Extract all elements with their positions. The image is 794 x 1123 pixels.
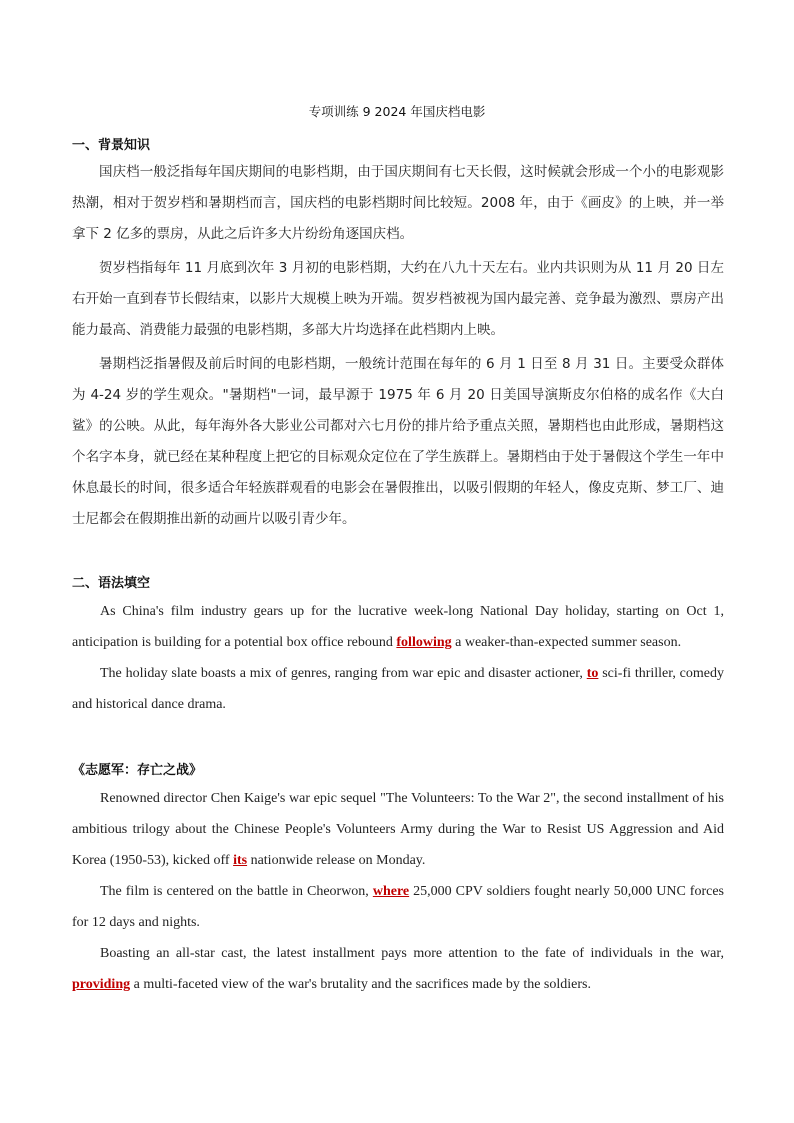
background-paragraph-new-year: 贺岁档指每年 11 月底到次年 3 月初的电影档期，大约在八九十天左右。业内共识则为从 11 月 20 日左右开始一直到春节长假结束，以影片大规模上映为开端。贺岁档被视为国内最完善、竞争最为激烈、票房产出能力最高、消费能力最强的电影档期，多部大片均选择在此档期内上映。 <box>72 260 724 338</box>
background-paragraph-national-day: 国庆档一般泛指每年国庆期间的电影档期，由于国庆期间有七天长假，这时候就会形成一个小的电影观影热潮，相对于贺岁档和暑期档而言，国庆档的电影档期时间比较短。2008 年，由于《画皮》的上映，并一举拿下 2 亿多的票房，从此之后许多大片纷纷角逐国庆档。 <box>72 164 724 242</box>
section-heading-grammar: 二、语法填空 <box>72 576 151 591</box>
answer-blank-providing: providing <box>72 977 131 992</box>
document-title: 专项训练 9 2024 年国庆档电影 <box>308 104 486 119</box>
text-after: nationwide release on Monday. <box>247 853 426 868</box>
grammar-paragraph-1 <box>72 596 724 658</box>
answer-blank-its: its <box>233 853 248 868</box>
text-after: sci-fi thriller, comedy and historical dance drama. <box>72 666 724 712</box>
answer-blank-following: following <box>396 635 452 650</box>
text-before: As China's film industry gears up for the lucrative week-long National Day holiday, starting on Oct 1, anticipation is building for a potential box office rebound <box>72 604 724 650</box>
background-paragraph-summer: 暑期档泛指暑假及前后时间的电影档期，一般统计范围在每年的 6 月 1 日至 8 月 31 日。主要受众群体为 4-24 岁的学生观众。"暑期档"一词，最早源于 1975 年 6 月 20 日美国导演斯皮尔伯格的成名作《大白鲨》的公映。从此，每年海外各大影业公司都对六七月份的排片给予重点关照，暑期档也由此形成，暑期档这个名字本身，就已经在某种程度上把它的目标观众定位在了学生族群上。暑期档由于处于暑假这个学生一年中休息最长的时间，很多适合年轻族群观看的电影会在暑假推出，以吸引假期的年轻人，像皮克斯、梦工厂、迪士尼都会在假期推出新的动画片以吸引青少年。 <box>72 356 724 527</box>
answer-blank-where: where <box>372 884 410 899</box>
grammar-paragraph-5 <box>72 938 724 1000</box>
grammar-paragraph-3 <box>72 783 724 876</box>
section-heading-background: 一、背景知识 <box>72 138 151 153</box>
grammar-paragraph-2 <box>72 658 724 720</box>
text-after: a weaker-than-expected summer season. <box>451 635 682 650</box>
text-before: Renowned director Chen Kaige's war epic sequel "The Volunteers: To the War 2", the second installment of his ambitious trilogy about the Chinese People's Volunteers Army during the War to Resist US Aggression and Aid Korea (1950-53), kicked off <box>72 791 724 868</box>
grammar-paragraph-4 <box>72 876 724 938</box>
text-after: a multi-faceted view of the war's brutality and the sacrifices made by the soldiers. <box>130 977 591 992</box>
answer-blank-to: to <box>586 666 599 681</box>
film-title: 《志愿军：存亡之战》 <box>72 763 203 778</box>
text-before: Boasting an all-star cast, the latest installment pays more attention to the fate of individuals in the war, <box>100 946 724 961</box>
text-after: 25,000 CPV soldiers fought nearly 50,000 UNC forces for 12 days and nights. <box>72 884 724 930</box>
text-before: The film is centered on the battle in Cheorwon, <box>100 884 373 899</box>
text-before: The holiday slate boasts a mix of genres, ranging from war epic and disaster actioner, <box>100 666 587 681</box>
